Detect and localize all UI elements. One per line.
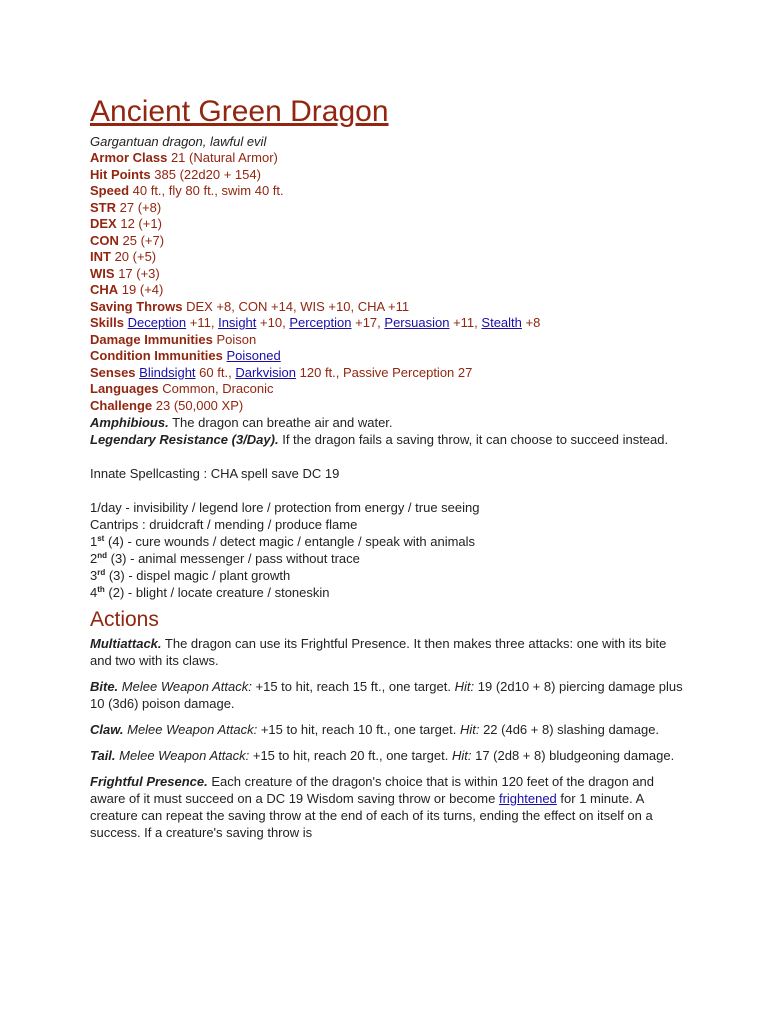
skill-link-perception[interactable]: Perception: [289, 315, 352, 330]
spell-1-day: 1/day - invisibility / legend lore / protection from energy / true seeing: [90, 500, 480, 515]
prop-condition-immunities: Condition Immunities Poisoned: [90, 348, 281, 363]
skill-link-deception[interactable]: Deception: [127, 315, 187, 330]
trait-amphibious: Amphibious. The dragon can breathe air and water.: [90, 415, 393, 430]
prop-hit-points: Hit Points 385 (22d20 + 154): [90, 166, 261, 182]
prop-wis: WIS 17 (+3): [90, 265, 160, 281]
prop-speed: Speed 40 ft., fly 80 ft., swim 40 ft.: [90, 183, 284, 198]
action-multiattack: Multiattack. The dragon can use its Frightful Presence. It then makes three attacks: one with its bite and two with its claws.: [90, 636, 667, 668]
action-frightful-presence: Frightful Presence. Each creature of the dragon's choice that is within 120 feet of the dragon and aware of it must succeed on a DC 19 Wisdom saving throw or become frightened for 1 minute. A creature can repeat the saving throw at the end of each of its turns, ending the effect on itself on a success. If a creature's saving throw is: [90, 774, 654, 840]
prop-languages: Languages Common, Draconic: [90, 381, 274, 396]
spell-level-2: 2nd (3) - animal messenger / pass without trace: [90, 551, 360, 566]
spacer: [90, 482, 690, 499]
prop-senses: Senses Blindsight 60 ft., Darkvision 120 ft., Passive Perception 27: [90, 364, 473, 380]
spell-cantrips: Cantrips : druidcraft / mending / produce flame: [90, 517, 358, 532]
skill-link-persuasion[interactable]: Persuasion: [384, 315, 450, 330]
action-tail: Tail. Melee Weapon Attack: +15 to hit, reach 20 ft., one target. Hit: 17 (2d8 + 8) bludgeoning damage.: [90, 748, 675, 763]
sense-link-darkvision[interactable]: Darkvision: [235, 364, 297, 380]
prop-int: INT 20 (+5): [90, 249, 157, 264]
prop-challenge: Challenge 23 (50,000 XP): [90, 397, 244, 413]
prop-dex: DEX 12 (+1): [90, 216, 162, 231]
action-bite: Bite. Melee Weapon Attack: +15 to hit, reach 15 ft., one target. Hit: 19 (2d10 + 8) piercing damage plus 10 (3d6) poison damage.: [90, 679, 683, 711]
prop-con: CON 25 (+7): [90, 232, 165, 248]
prop-cha: CHA 19 (+4): [90, 282, 164, 297]
prop-armor-class: Armor Class 21 (Natural Armor): [90, 150, 278, 165]
sense-link-blindsight[interactable]: Blindsight: [139, 364, 196, 380]
creature-type: Gargantuan dragon, lawful evil: [90, 134, 267, 149]
spell-level-4: 4th (2) - blight / locate creature / stoneskin: [90, 585, 330, 600]
spacer: [90, 448, 690, 465]
prop-saving-throws: Saving Throws DEX +8, CON +14, WIS +10, CHA +11: [90, 298, 410, 314]
prop-skills: Skills Deception +11, Insight +10, Perception +17, Persuasion +11, Stealth +8: [90, 315, 541, 330]
stat-block: [90, 94, 690, 850]
page-title: Ancient Green Dragon: [90, 95, 389, 128]
condition-link-frightened[interactable]: frightened: [498, 791, 557, 806]
spell-level-3: 3rd (3) - dispel magic / plant growth: [90, 568, 291, 583]
spell-level-1: 1st (4) - cure wounds / detect magic / entangle / speak with animals: [90, 534, 476, 549]
prop-str: STR 27 (+8): [90, 199, 162, 215]
prop-damage-immunities: Damage Immunities Poison: [90, 331, 257, 347]
properties-list: [90, 150, 690, 414]
skill-link-stealth[interactable]: Stealth: [481, 315, 522, 330]
actions-heading: Actions: [90, 608, 159, 631]
action-claw: Claw. Melee Weapon Attack: +15 to hit, reach 10 ft., one target. Hit: 22 (4d6 + 8) slashing damage.: [90, 722, 660, 737]
skill-link-insight[interactable]: Insight: [218, 315, 257, 330]
condition-link-poisoned[interactable]: Poisoned: [226, 348, 281, 363]
spellcasting-header: Innate Spellcasting : CHA spell save DC 19: [90, 466, 340, 481]
trait-legendary-resistance: Legendary Resistance (3/Day). If the dragon fails a saving throw, it can choose to succeed instead.: [90, 432, 669, 447]
